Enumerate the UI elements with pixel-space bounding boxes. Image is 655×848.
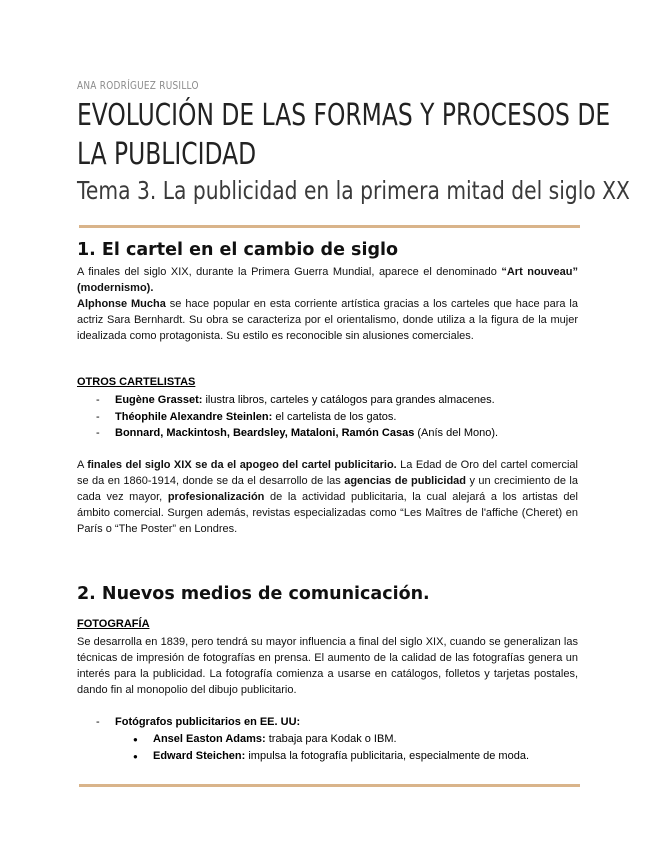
paragraph-bold: agencias de publicidad (344, 475, 467, 488)
list-item (77, 714, 300, 731)
list-item-bold: Bonnard, Mackintosh, Beardsley, Mataloni, Ramón Casas (115, 427, 415, 439)
list-item-text: trabaja para Kodak o IBM. (265, 733, 397, 745)
list-item (77, 731, 529, 748)
paragraph-text: La Edad de Oro del cartel comercial se da en 1860-1914, donde se da el desarrollo de las (77, 459, 578, 488)
list-item (77, 392, 498, 409)
section-1-paragraph-3 (77, 457, 578, 537)
section-2-paragraph-1: Se desarrolla en 1839, pero tendrá su mayor influencia a final del siglo XIX, cuando se generalizan las técnicas de impresión de fotografías en prensa. El aumento de la calidad de las fotografías genera un interés para la publicidad. La fotografía comienza a usarse en catálogos, folletos y tarjetas postales, dando fin al monopolio del dibujo publicitario. (77, 636, 578, 697)
list-item-bold: Théophile Alexandre Steinlen: (115, 410, 273, 423)
photographers-list (77, 714, 300, 731)
paragraph-bold: Alphonse Mucha (77, 298, 166, 310)
title-line-1: EVOLUCIÓN DE LAS FORMAS Y PROCESOS DE (77, 98, 611, 133)
section-1-paragraph-2 (77, 296, 578, 344)
list-item-text: (Anís del Mono). (414, 427, 499, 439)
paragraph-text: y un crecimiento de la cada vez mayor, (77, 475, 578, 504)
paragraph-text: A (77, 459, 88, 471)
section-2-heading: 2. Nuevos medios de comunicación. (77, 584, 430, 604)
list-item (77, 425, 498, 442)
header-divider (79, 225, 580, 228)
paragraph-bold: finales del siglo XIX se da el apogeo del cartel publicitario. (87, 459, 397, 471)
document-subtitle: Tema 3. La publicidad en la primera mitad del siglo XX (77, 176, 630, 205)
photography-label: FOTOGRAFÍA (77, 618, 150, 630)
list-item-text: ilustra libros, carteles y catálogos para grandes almacenes. (202, 394, 495, 406)
other-poster-artists-label: OTROS CARTELISTAS (77, 376, 196, 388)
poster-artists-list (77, 392, 498, 442)
paragraph-text: se hace popular en esta corriente artística gracias a los carteles que hace para la actriz Sara Bernhardt. Su obra se caracteriza por el orientalismo, donde utiliza a la figura de la mujer idealizada como protagonista. Su estilo es reconocible sin alusiones comerciales. (77, 298, 578, 343)
section-1-heading: 1. El cartel en el cambio de siglo (77, 240, 398, 260)
footer-divider (79, 784, 580, 787)
author-name: ANA RODRÍGUEZ RUSILLO (77, 80, 199, 92)
document-title (77, 96, 611, 174)
paragraph-text: de la actividad publicitaria, la cual alejará a los artistas del ámbito comercial. Surgen además, revistas especializadas como “Les Maîtres de l'affiche (Cheret) en París o “The Poster” en Londres. (77, 491, 578, 536)
list-item-text: impulsa la fotografía publicitaria, especialmente de moda. (245, 750, 530, 762)
list-item-bold: Edward Steichen: (153, 750, 246, 762)
paragraph-bold: profesionalización (167, 491, 265, 504)
paragraph-text: A finales del siglo XIX, durante la Primera Guerra Mundial, aparece el denominado (77, 266, 502, 278)
list-item (77, 748, 529, 765)
title-line-2: LA PUBLICIDAD (77, 137, 257, 172)
list-item-text: el cartelista de los gatos. (272, 410, 397, 423)
list-item-bold: Fotógrafos publicitarios en EE. UU: (115, 716, 301, 728)
list-item-bold: Ansel Easton Adams: (153, 733, 266, 745)
list-item-bold: Eugène Grasset: (115, 394, 203, 406)
photographers-sublist (77, 731, 529, 765)
paragraph-bold: “Art nouveau” (modernismo). (77, 266, 578, 295)
list-item (77, 409, 498, 426)
section-1-paragraph-1 (77, 264, 578, 296)
